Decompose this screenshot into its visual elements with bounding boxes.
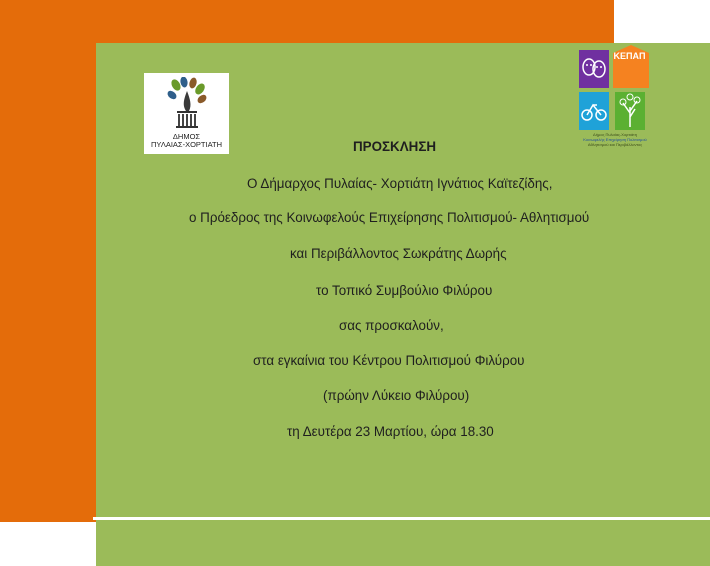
kepap-label: ΚΕΠΑΠ	[613, 51, 646, 61]
invitation-line-8: τη Δευτέρα 23 Μαρτίου, ώρα 18.30	[287, 424, 494, 439]
invitation-line-1: Ο Δήμαρχος Πυλαίας- Χορτιάτη Ιγνάτιος Καϊτεζίδης,	[247, 176, 553, 191]
municipality-name-line1: ΔΗΜΟΣ	[172, 132, 201, 141]
kepap-caption-3: Αθλητισμού και Περιβάλλοντος	[587, 142, 643, 147]
bottom-green-strip	[96, 520, 710, 566]
tree-colonnade-icon	[162, 77, 212, 133]
municipality-logo	[144, 73, 229, 154]
kepap-caption-1: Δήμος Πυλαίας-Χορτιάτη	[593, 132, 637, 137]
invitation-heading: ΠΡΟΣΚΛΗΣΗ	[353, 139, 437, 154]
invitation-line-7: (πρώην Λύκειο Φιλύρου)	[323, 388, 470, 403]
municipality-name-line2: ΠΥΛΑΙΑΣ-ΧΟΡΤΙΑΤΗ	[150, 140, 223, 149]
invitation-line-3: και Περιβάλλοντος Σωκράτης Δωρής	[290, 246, 507, 261]
invitation-line-6: στα εγκαίνια του Κέντρου Πολιτισμού Φιλύρου	[253, 353, 525, 368]
invitation-line-5: σας προσκαλούν,	[339, 318, 444, 333]
invitation-line-4: το Τοπικό Συμβούλιο Φιλύρου	[316, 283, 493, 298]
kepap-caption-2: Κοινωφελής Επιχείρηση Πολιτισμού	[583, 137, 647, 142]
invitation-line-2: ο Πρόεδρος της Κοινωφελούς Επιχείρησης Πολιτισμού- Αθλητισμού	[189, 210, 590, 225]
